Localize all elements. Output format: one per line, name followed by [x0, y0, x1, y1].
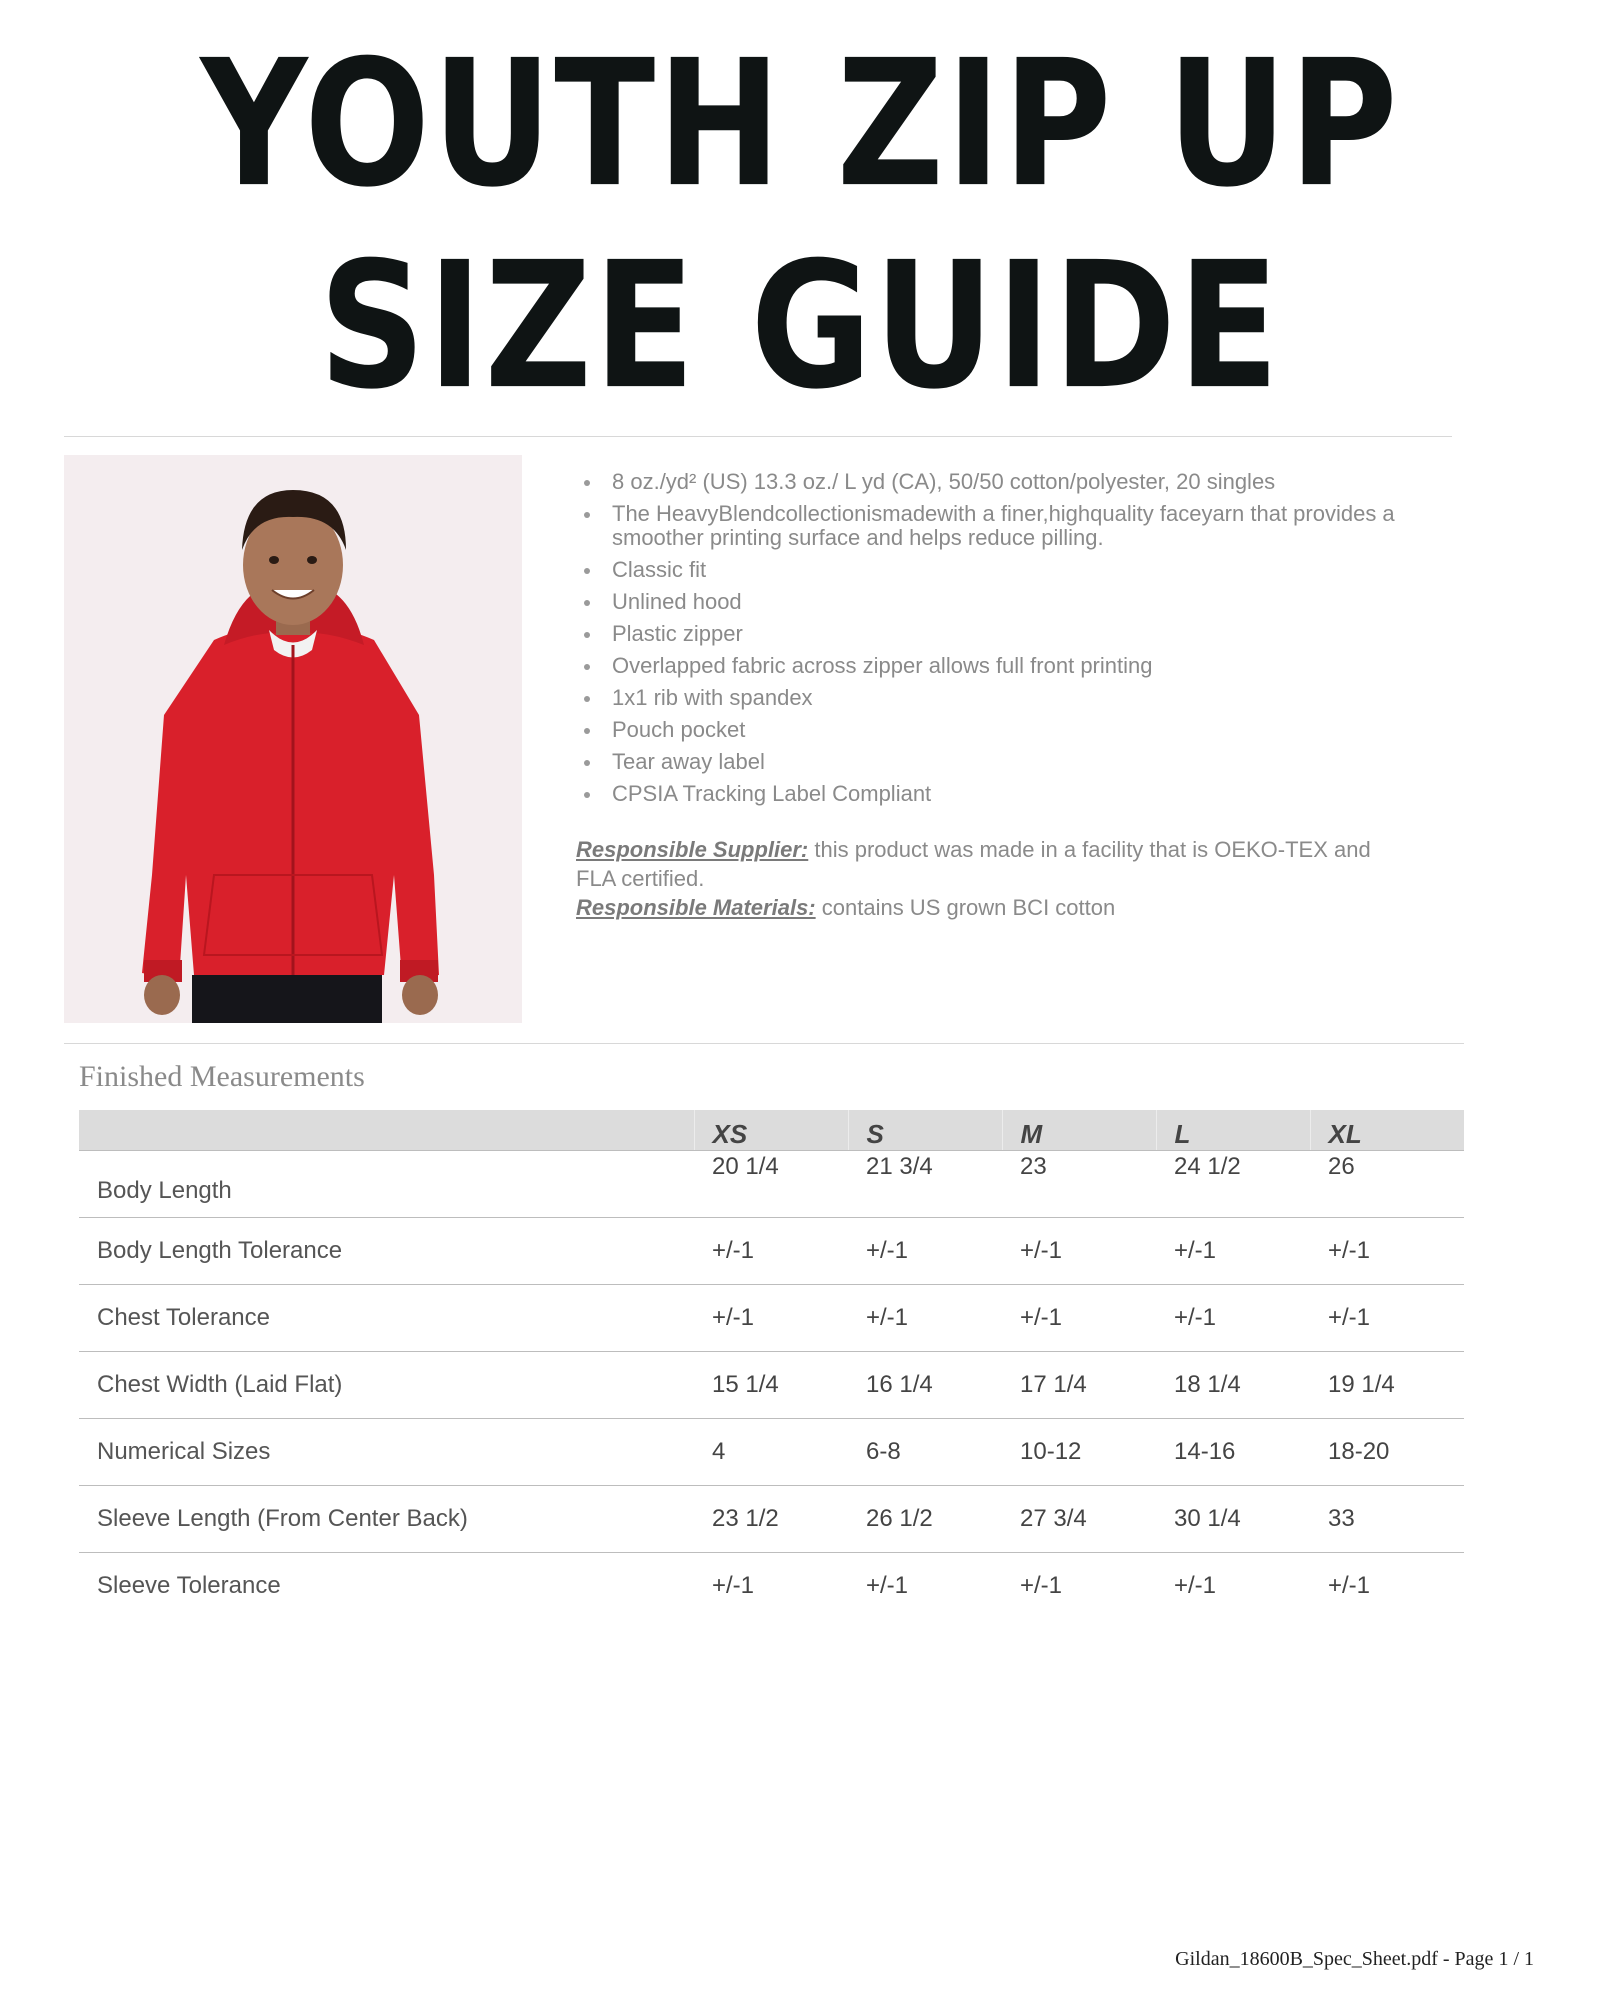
materials-text: contains US grown BCI cotton	[815, 895, 1116, 920]
cell-value: 17 1/4	[1002, 1351, 1156, 1418]
supplier-text: this product was made in a facility that is OEKO-TEX and FLA certified.	[576, 837, 1371, 891]
feature-item: CPSIA Tracking Label Compliant	[578, 782, 1398, 806]
row-label: Chest Width (Laid Flat)	[79, 1351, 694, 1418]
page-title-line-1: YOUTH ZIP UP	[200, 22, 1400, 226]
table-row	[79, 1284, 1464, 1351]
cell-value: +/-1	[1002, 1217, 1156, 1284]
cell-value: 33	[1310, 1485, 1464, 1552]
feature-list	[578, 470, 1398, 814]
page-title-line-2: SIZE GUIDE	[318, 224, 1282, 428]
row-label: Chest Tolerance	[79, 1284, 694, 1351]
row-label: Numerical Sizes	[79, 1418, 694, 1485]
materials-label: Responsible Materials:	[576, 895, 816, 920]
row-label: Sleeve Tolerance	[97, 1571, 281, 1599]
cell-value: +/-1	[694, 1217, 848, 1284]
table-header-row	[79, 1110, 1464, 1150]
feature-item: Plastic zipper	[578, 622, 1398, 646]
feature-item: Unlined hood	[578, 590, 1398, 614]
header-size-l: L	[1156, 1110, 1310, 1150]
row-label: Sleeve Length (From Center Back)	[79, 1485, 694, 1552]
cell-value: 18-20	[1310, 1418, 1464, 1485]
responsibility-notes	[576, 835, 1386, 922]
hoodie-model-illustration	[64, 455, 522, 1023]
table-row	[79, 1552, 1464, 1619]
cell-value: +/-1	[1174, 1571, 1217, 1599]
table-row	[79, 1150, 1464, 1217]
cell-value: 20 1/4	[694, 1150, 848, 1217]
cell-value: 21 3/4	[848, 1150, 1002, 1217]
product-photo	[64, 455, 522, 1023]
measurements-table	[79, 1110, 1464, 1619]
cell-value: +/-1	[1156, 1217, 1310, 1284]
header-size-s: S	[848, 1110, 1002, 1150]
header-size-xl: XL	[1310, 1110, 1464, 1150]
cell-value: +/-1	[1310, 1284, 1464, 1351]
cell-value: 27 3/4	[1002, 1485, 1156, 1552]
row-label: Body Length Tolerance	[79, 1217, 694, 1284]
cell-value: +/-1	[1328, 1571, 1371, 1599]
cell-value: +/-1	[866, 1571, 909, 1599]
cell-value: 4	[694, 1418, 848, 1485]
cell-value: +/-1	[848, 1284, 1002, 1351]
cell-value: 18 1/4	[1156, 1351, 1310, 1418]
cell-value: +/-1	[848, 1217, 1002, 1284]
feature-item: Pouch pocket	[578, 718, 1398, 742]
cell-value: 30 1/4	[1156, 1485, 1310, 1552]
cell-value: +/-1	[1020, 1571, 1063, 1599]
cell-value: 23	[1002, 1150, 1156, 1217]
cell-value: +/-1	[1002, 1284, 1156, 1351]
cell-value: 26 1/2	[848, 1485, 1002, 1552]
feature-item: 8 oz./yd² (US) 13.3 oz./ L yd (CA), 50/50 cotton/polyester, 20 singles	[578, 470, 1398, 494]
header-size-xs: XS	[694, 1110, 848, 1150]
materials-note	[576, 893, 1386, 922]
cell-value: 19 1/4	[1310, 1351, 1464, 1418]
top-divider	[64, 436, 1452, 437]
measurements-title: Finished Measurements	[79, 1060, 365, 1093]
header-blank	[79, 1110, 694, 1150]
table-row	[79, 1485, 1464, 1552]
cell-value: 23 1/2	[694, 1485, 848, 1552]
row-label: Body Length	[79, 1150, 694, 1217]
cell-value: 24 1/2	[1156, 1150, 1310, 1217]
cell-value: 15 1/4	[694, 1351, 848, 1418]
supplier-note	[576, 835, 1386, 893]
cell-value: +/-1	[712, 1571, 755, 1599]
cell-value: 10-12	[1002, 1418, 1156, 1485]
table-row	[79, 1217, 1464, 1284]
cell-value: 6-8	[848, 1418, 1002, 1485]
cell-value: +/-1	[694, 1284, 848, 1351]
cell-value: +/-1	[1156, 1284, 1310, 1351]
cell-value: +/-1	[1310, 1217, 1464, 1284]
cell-value: 26	[1310, 1150, 1464, 1217]
header-size-m: M	[1002, 1110, 1156, 1150]
feature-item: Classic fit	[578, 558, 1398, 582]
feature-item: Overlapped fabric across zipper allows full front printing	[578, 654, 1398, 678]
feature-item: The HeavyBlendcollectionismadewith a finer,highquality faceyarn that provides a smoother printing surface and helps reduce pilling.	[578, 502, 1398, 550]
supplier-label: Responsible Supplier:	[576, 837, 809, 862]
cell-value: 16 1/4	[848, 1351, 1002, 1418]
page-footer: Gildan_18600B_Spec_Sheet.pdf - Page 1 / 1	[1175, 1948, 1534, 1970]
table-row	[79, 1351, 1464, 1418]
feature-item: Tear away label	[578, 750, 1398, 774]
table-row	[79, 1418, 1464, 1485]
feature-item: 1x1 rib with spandex	[578, 686, 1398, 710]
cell-value: 14-16	[1156, 1418, 1310, 1485]
section-divider	[64, 1043, 1464, 1044]
